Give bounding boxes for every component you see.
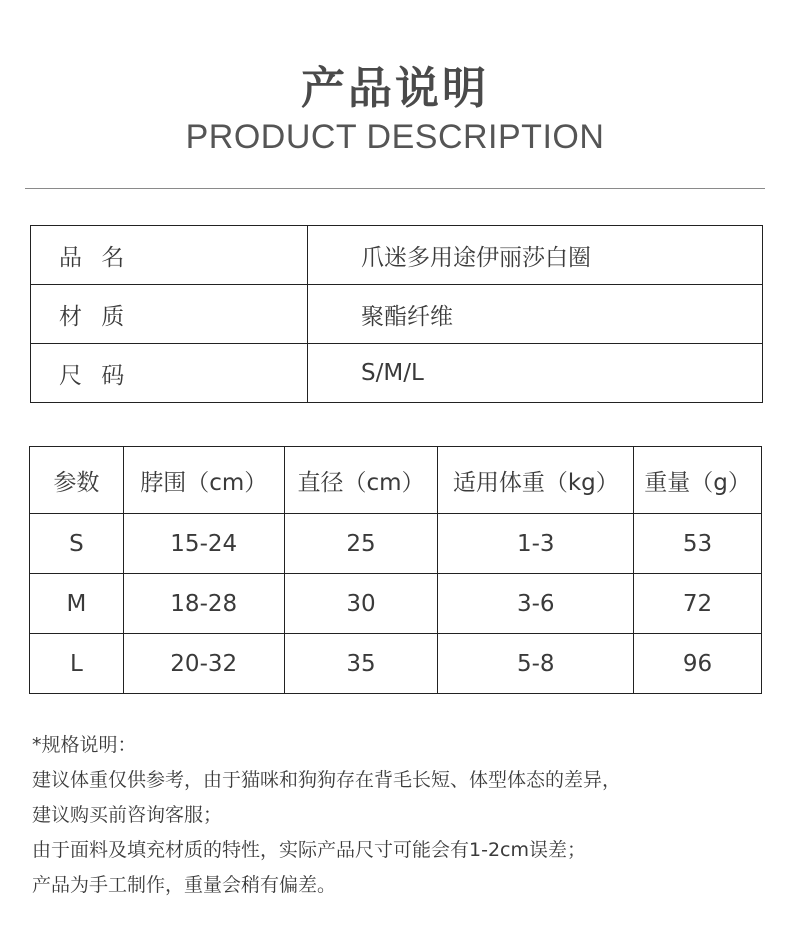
- info-value: S/M/L: [308, 344, 763, 403]
- column-header: 重量（g）: [634, 447, 762, 514]
- page-title: 产品说明: [301, 63, 489, 114]
- product-info-table: [30, 225, 763, 403]
- note-line: 由于面料及填充材质的特性，实际产品尺寸可能会有1-2cm误差；: [32, 839, 586, 861]
- table-header-row: [30, 447, 762, 514]
- table-cell: 18-28: [123, 574, 284, 634]
- note-line: 建议购买前咨询客服；: [32, 804, 223, 826]
- table-cell: 53: [634, 514, 762, 574]
- table-cell: 1-3: [438, 514, 634, 574]
- table-cell: 25: [284, 514, 438, 574]
- note-line: 建议体重仅供参考，由于猫咪和狗狗存在背毛长短、体型体态的差异，: [32, 769, 622, 791]
- table-row: [30, 634, 762, 694]
- table-cell: S: [30, 514, 124, 574]
- info-value: 聚酯纤维: [308, 285, 763, 344]
- table-cell: 20-32: [123, 634, 284, 694]
- column-header: 直径（cm）: [284, 447, 438, 514]
- table-cell: 35: [284, 634, 438, 694]
- info-key: 尺 码: [31, 344, 308, 403]
- column-header: 脖围（cm）: [123, 447, 284, 514]
- table-row: [31, 226, 763, 285]
- table-row: [30, 514, 762, 574]
- notes-heading: *规格说明：: [32, 734, 137, 756]
- info-key: 品 名: [31, 226, 308, 285]
- note-line: 产品为手工制作，重量会稍有偏差。: [32, 874, 337, 896]
- size-table: [29, 446, 762, 694]
- divider: [25, 188, 765, 189]
- table-row: [31, 285, 763, 344]
- table-cell: 30: [284, 574, 438, 634]
- table-row: [30, 574, 762, 634]
- spec-notes: [32, 728, 772, 903]
- table-cell: 15-24: [123, 514, 284, 574]
- table-cell: M: [30, 574, 124, 634]
- table-cell: 3-6: [438, 574, 634, 634]
- table-cell: 5-8: [438, 634, 634, 694]
- table-cell: 72: [634, 574, 762, 634]
- info-value: 爪迷多用途伊丽莎白圈: [308, 226, 763, 285]
- table-row: [31, 344, 763, 403]
- page-subtitle: PRODUCT DESCRIPTION: [185, 118, 605, 156]
- column-header: 参数: [30, 447, 124, 514]
- table-cell: L: [30, 634, 124, 694]
- info-key: 材 质: [31, 285, 308, 344]
- column-header: 适用体重（kg）: [438, 447, 634, 514]
- table-cell: 96: [634, 634, 762, 694]
